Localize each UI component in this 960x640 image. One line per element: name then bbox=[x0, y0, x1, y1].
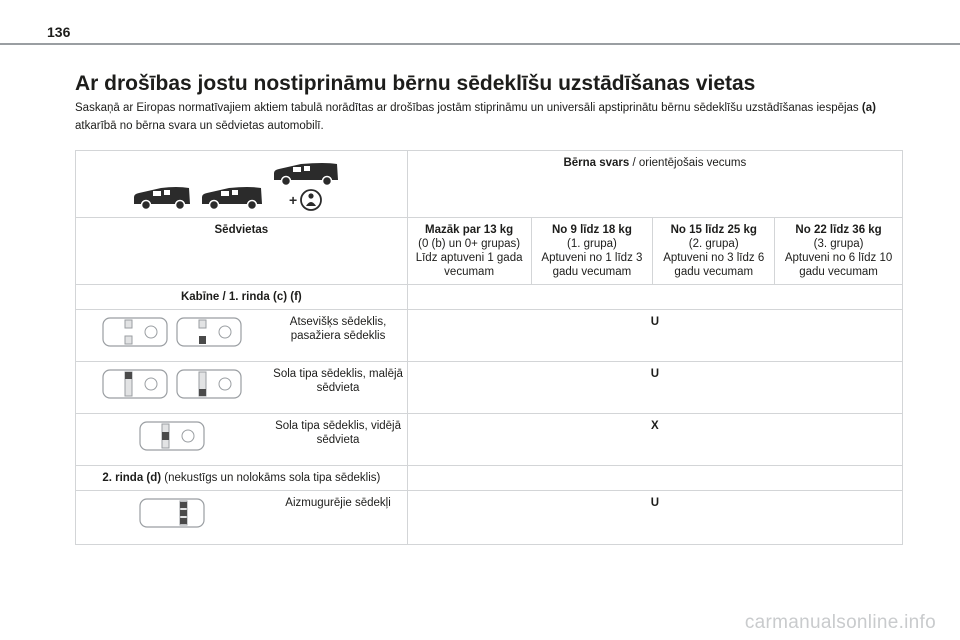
page-number: 136 bbox=[47, 24, 71, 40]
group-0-weight: Mazāk par 13 kg bbox=[425, 224, 514, 236]
row-value: U bbox=[407, 310, 902, 362]
table-header-row bbox=[76, 151, 903, 218]
table-row bbox=[76, 491, 903, 545]
seat-layout-icon bbox=[138, 495, 208, 531]
intro-footnote-ref: (a) bbox=[861, 102, 876, 114]
seat-layout-icon bbox=[175, 366, 245, 402]
group-2-group: (2. grupa) bbox=[688, 238, 739, 250]
intro-paragraph bbox=[75, 99, 915, 135]
seat-layout-icon bbox=[101, 314, 171, 350]
child-seat-icon bbox=[289, 188, 323, 212]
row-icons-cell bbox=[76, 414, 270, 466]
seats-column-header: Sēdvietas bbox=[76, 218, 408, 285]
group-3-weight: No 22 līdz 36 kg bbox=[795, 224, 882, 236]
van-icon bbox=[131, 184, 193, 212]
row-label: Sola tipa sēdeklis, vidējā sēdvieta bbox=[269, 414, 407, 466]
child-seat-table bbox=[75, 150, 903, 545]
seat-layout-icon bbox=[175, 314, 245, 350]
group-0-header bbox=[407, 218, 531, 285]
table-row bbox=[76, 414, 903, 466]
section-empty bbox=[407, 466, 902, 491]
row-label: Atsevišķs sēdeklis, pasažiera sēdeklis bbox=[269, 310, 407, 362]
weight-header bbox=[407, 151, 902, 218]
van-icon bbox=[271, 160, 341, 188]
section-title: Kabīne / 1. rinda (c) (f) bbox=[76, 285, 408, 310]
group-2-header bbox=[653, 218, 775, 285]
intro-text: Saskaņā ar Eiropas normatīvajiem aktiem tabulā norādītas ar drošības jostām stiprināmu un universāli apstiprinātu bērnu sēdeklīšu uzstādīšanas iespējas bbox=[75, 102, 862, 114]
section-row bbox=[76, 285, 903, 310]
row-value: U bbox=[407, 491, 902, 545]
group-3-header bbox=[775, 218, 903, 285]
section-title bbox=[76, 466, 408, 491]
group-2-age: Aptuveni no 3 līdz 6 gadu vecumam bbox=[663, 252, 765, 278]
row-value: U bbox=[407, 362, 902, 414]
row-value: X bbox=[407, 414, 902, 466]
intro-tail: atkarībā no bērna svara un sēdvietas automobilī. bbox=[75, 120, 324, 132]
vehicle-icons-cell bbox=[76, 151, 408, 218]
column-header-row bbox=[76, 218, 903, 285]
section-row bbox=[76, 466, 903, 491]
group-1-group: (1. grupa) bbox=[566, 238, 617, 250]
table-row bbox=[76, 362, 903, 414]
section-title-bold: 2. rinda (d) bbox=[102, 472, 162, 484]
weight-header-bold: Bērna svars bbox=[563, 157, 630, 169]
weight-header-rest: / orientējošais vecums bbox=[629, 157, 747, 169]
group-1-header bbox=[531, 218, 653, 285]
watermark: carmanualsonline.info bbox=[744, 612, 936, 633]
section-empty bbox=[407, 285, 902, 310]
row-label: Aizmugurējie sēdekļi bbox=[269, 491, 407, 545]
seat-layout-icon bbox=[101, 366, 171, 402]
van-icon bbox=[199, 184, 265, 212]
row-label: Sola tipa sēdeklis, malējā sēdvieta bbox=[269, 362, 407, 414]
group-0-age: Līdz aptuveni 1 gada vecumam bbox=[415, 252, 523, 278]
seat-layout-icon bbox=[138, 418, 208, 454]
section-title-rest: (nekustīgs un nolokāms sola tipa sēdeklis) bbox=[161, 472, 381, 484]
group-1-weight: No 9 līdz 18 kg bbox=[551, 224, 632, 236]
svg-text:+: + bbox=[289, 192, 298, 208]
table-row bbox=[76, 310, 903, 362]
group-0-group: (0 (b) un 0+ grupas) bbox=[418, 238, 521, 250]
row-icons-cell bbox=[76, 491, 270, 545]
page-title: Ar drošības jostu nostiprināmu bērnu sēdeklīšu uzstādīšanas vietas bbox=[75, 72, 756, 95]
group-2-weight: No 15 līdz 25 kg bbox=[670, 224, 757, 236]
group-3-group: (3. grupa) bbox=[813, 238, 864, 250]
header-divider bbox=[0, 43, 960, 45]
group-1-age: Aptuveni no 1 līdz 3 gadu vecumam bbox=[541, 252, 643, 278]
row-icons-cell bbox=[76, 310, 270, 362]
row-icons-cell bbox=[76, 362, 270, 414]
group-3-age: Aptuveni no 6 līdz 10 gadu vecumam bbox=[784, 252, 893, 278]
